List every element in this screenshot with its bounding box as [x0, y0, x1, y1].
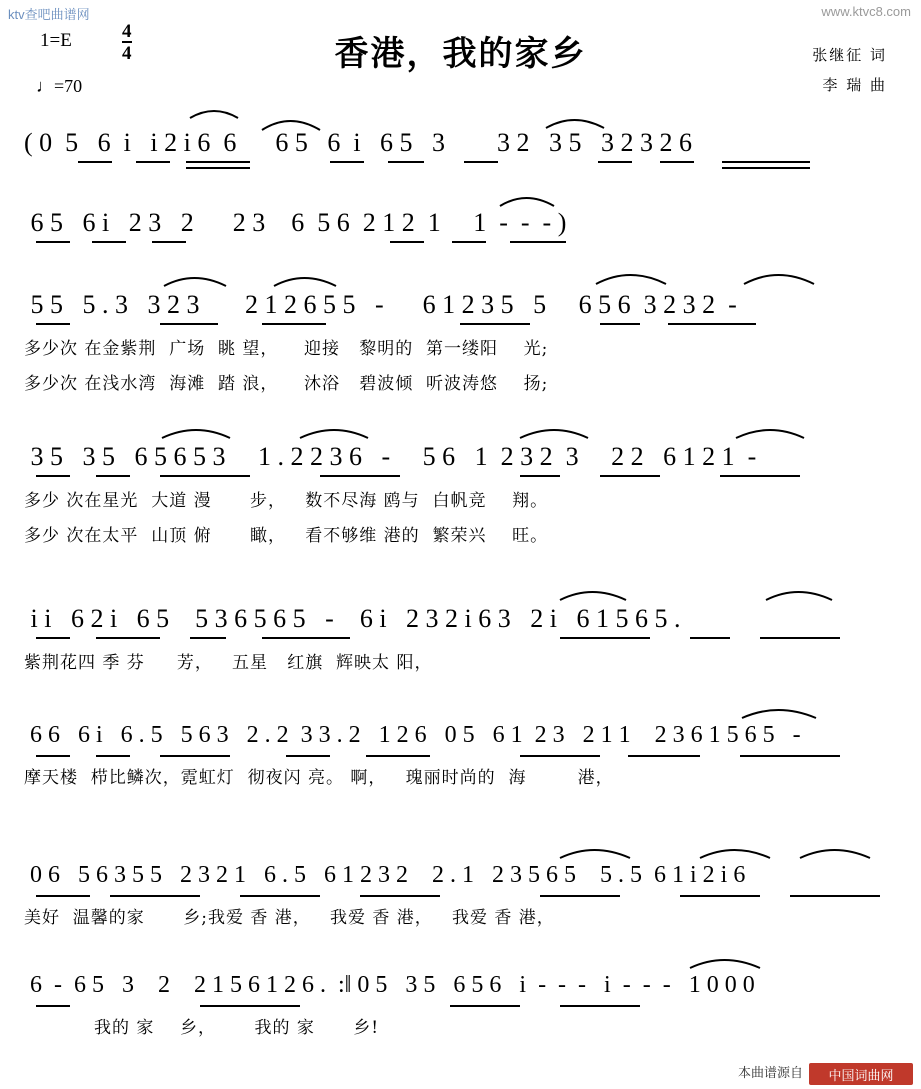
- composer-credit: 李 瑞 曲: [822, 76, 887, 94]
- meter-denominator: 4: [122, 43, 132, 64]
- system-5-notes: i i 6 2 i 6 5 5 3 6 5 6 5 - 6 i 2 3 2 i 6 3 2 i 6 1 5 6 5 .: [24, 604, 681, 633]
- lyricist-credit: 张继征 词: [812, 46, 887, 64]
- system-3-notes: 5 5 5 . 3 3 2 3 2 1 2 6 5 5 - 6 1 2 3 5 5 6 5 6 3 2 3 2 -: [24, 290, 737, 319]
- meter-numerator: 4: [122, 21, 132, 42]
- system-8-notes: 6 - 6 5 3 2 2 1 5 6 1 2 6 . :‖ 0 5 3 5 6 5 6 i - - - i - - - 1 0 0 0: [24, 972, 755, 998]
- system-4-lyrics-verse-1: 多少 次在星光 大道 漫 步， 数不尽海 鸥与 白帆竞 翔。: [24, 491, 549, 511]
- key-signature: 1=E: [40, 30, 72, 51]
- tempo-marking: ♩=70: [36, 76, 83, 96]
- system-5-lyrics: 紫荆花四 季 芬 芳， 五星 红旗 辉映太 阳，: [24, 653, 433, 673]
- system-3-lyrics-verse-2: 多少次 在浅水湾 海滩 踏 浪， 沐浴 碧波倾 听波涛悠 扬;: [24, 374, 549, 394]
- watermark-top-right: www.ktvc8.com: [821, 4, 911, 19]
- system-2-notes: 6 5 6 i 2 3 2 2 3 6 5 6 2 1 2 1 1 - - - ): [24, 208, 567, 237]
- page-title: 香港，我的家乡: [334, 34, 587, 74]
- system-6-lyrics: 摩天楼 栉比鳞次，霓虹灯 彻夜闪 亮。 啊， 瑰丽时尚的 海 港，: [24, 768, 614, 788]
- system-7-notes: 0 6 5 6 3 5 5 2 3 2 1 6 . 5 6 1 2 3 2 2 . 1 2 3 5 6 5 5 . 5 6 1 i 2 i 6: [24, 862, 746, 888]
- system-1-notes: ( 0 5 6 i i 2 i 6 6 6 5 6 i 6 5 3 3 2 3 5 3 2 3 2 6: [24, 128, 693, 157]
- site-badge: 中国词曲网: [809, 1063, 913, 1085]
- system-8-lyrics: 我的 家 乡， 我的 家 乡!: [94, 1018, 380, 1038]
- watermark-top-left: ktv查吧曲谱网: [8, 7, 90, 22]
- system-3-lyrics-verse-1: 多少次 在金紫荆 广场 眺 望， 迎接 黎明的 第一缕阳 光;: [24, 339, 549, 359]
- system-4-notes: 3 5 3 5 6 5 6 5 3 1 . 2 2 3 6 - 5 6 1 2 3 2 3 2 2 6 1 2 1 -: [24, 442, 757, 471]
- system-6-notes: 6 6 6 i 6 . 5 5 6 3 2 . 2 3 3 . 2 1 2 6 0 5 6 1 2 3 2 1 1 2 3 6 1 5 6 5 -: [24, 722, 801, 748]
- system-7-lyrics: 美好 温馨的家 乡;我爱 香 港， 我爱 香 港， 我爱 香 港，: [24, 908, 555, 928]
- system-4-lyrics-verse-2: 多少 次在太平 山顶 俯 瞰， 看不够维 港的 繁荣兴 旺。: [24, 526, 549, 546]
- source-note: 本曲谱源自: [737, 1065, 803, 1080]
